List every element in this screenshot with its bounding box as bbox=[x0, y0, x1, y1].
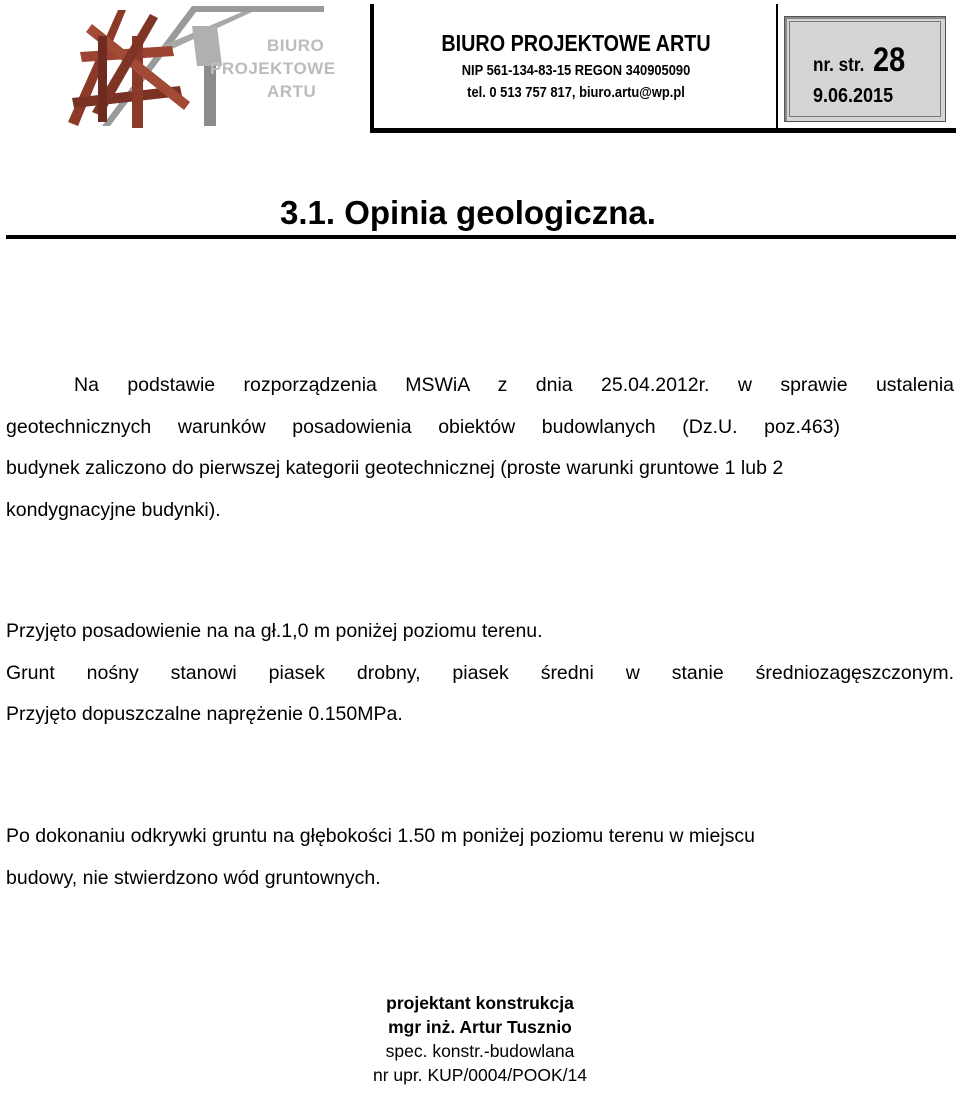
paragraph-line: Przyjęto dopuszczalne naprężenie 0.150MPa. bbox=[6, 703, 403, 725]
company-contact: tel. 0 513 757 817, biuro.artu@wp.pl bbox=[467, 84, 685, 101]
paragraph-line: budowy, nie stwierdzono wód gruntownych. bbox=[6, 866, 381, 889]
signature-specialization: spec. konstr.-budowlana bbox=[385, 1041, 575, 1061]
paragraph-line: budynek zaliczono do pierwszej kategorii geotechnicznej (proste warunki gruntowe 1 lub 2 bbox=[6, 457, 784, 479]
company-ids: NIP 561-134-83-15 REGON 340905090 bbox=[461, 62, 691, 79]
paragraph-foundation bbox=[6, 611, 954, 736]
title-underline bbox=[6, 235, 956, 239]
logo-text-artu: ARTU bbox=[267, 82, 317, 101]
paragraph-line: kondygnacyjne budynki). bbox=[6, 498, 221, 521]
signature-name: mgr inż. Artur Tusznio bbox=[388, 1017, 572, 1037]
paragraph-line: Na podstawie rozporządzenia MSWiA z dnia 25.04.2012r. w sprawie ustalenia bbox=[74, 374, 954, 396]
header-divider-right bbox=[776, 4, 778, 130]
paragraph-line: Po dokonaniu odkrywki gruntu na głębokości 1.50 m poniżej poziomu terenu w miejscu bbox=[6, 825, 755, 847]
company-name: BIURO PROJEKTOWE ARTU bbox=[441, 30, 711, 56]
signature-block bbox=[330, 991, 630, 1087]
signature-license-number: nr upr. KUP/0004/POOK/14 bbox=[372, 1065, 587, 1085]
page-label: nr. str. bbox=[813, 55, 865, 76]
page-number: 28 bbox=[873, 41, 906, 79]
paragraph-groundwater bbox=[6, 816, 954, 899]
signature-role: projektant konstrukcja bbox=[386, 993, 574, 1013]
header-bottom-rule bbox=[370, 128, 956, 133]
paragraph-line: Przyjęto posadowienie na na gł.1,0 m poniżej poziomu terenu. bbox=[6, 620, 543, 642]
paragraph-classification bbox=[6, 365, 954, 531]
paragraph-line: geotechnicznych warunków posadowienia obiektów budowlanych (Dz.U. poz.463) bbox=[6, 415, 840, 438]
company-logo bbox=[62, 6, 336, 130]
page-number-box bbox=[784, 16, 946, 122]
page-date: 9.06.2015 bbox=[813, 85, 894, 107]
paragraph-line: Grunt nośny stanowi piasek drobny, piasek średni w stanie średniozagęszczonym. bbox=[6, 661, 954, 684]
header-divider-left bbox=[370, 4, 374, 130]
section-title: 3.1. Opinia geologiczna. bbox=[280, 194, 656, 231]
logo-text-biuro: BIURO bbox=[267, 36, 325, 55]
logo-text-projektowe: PROJEKTOWE bbox=[210, 59, 336, 78]
